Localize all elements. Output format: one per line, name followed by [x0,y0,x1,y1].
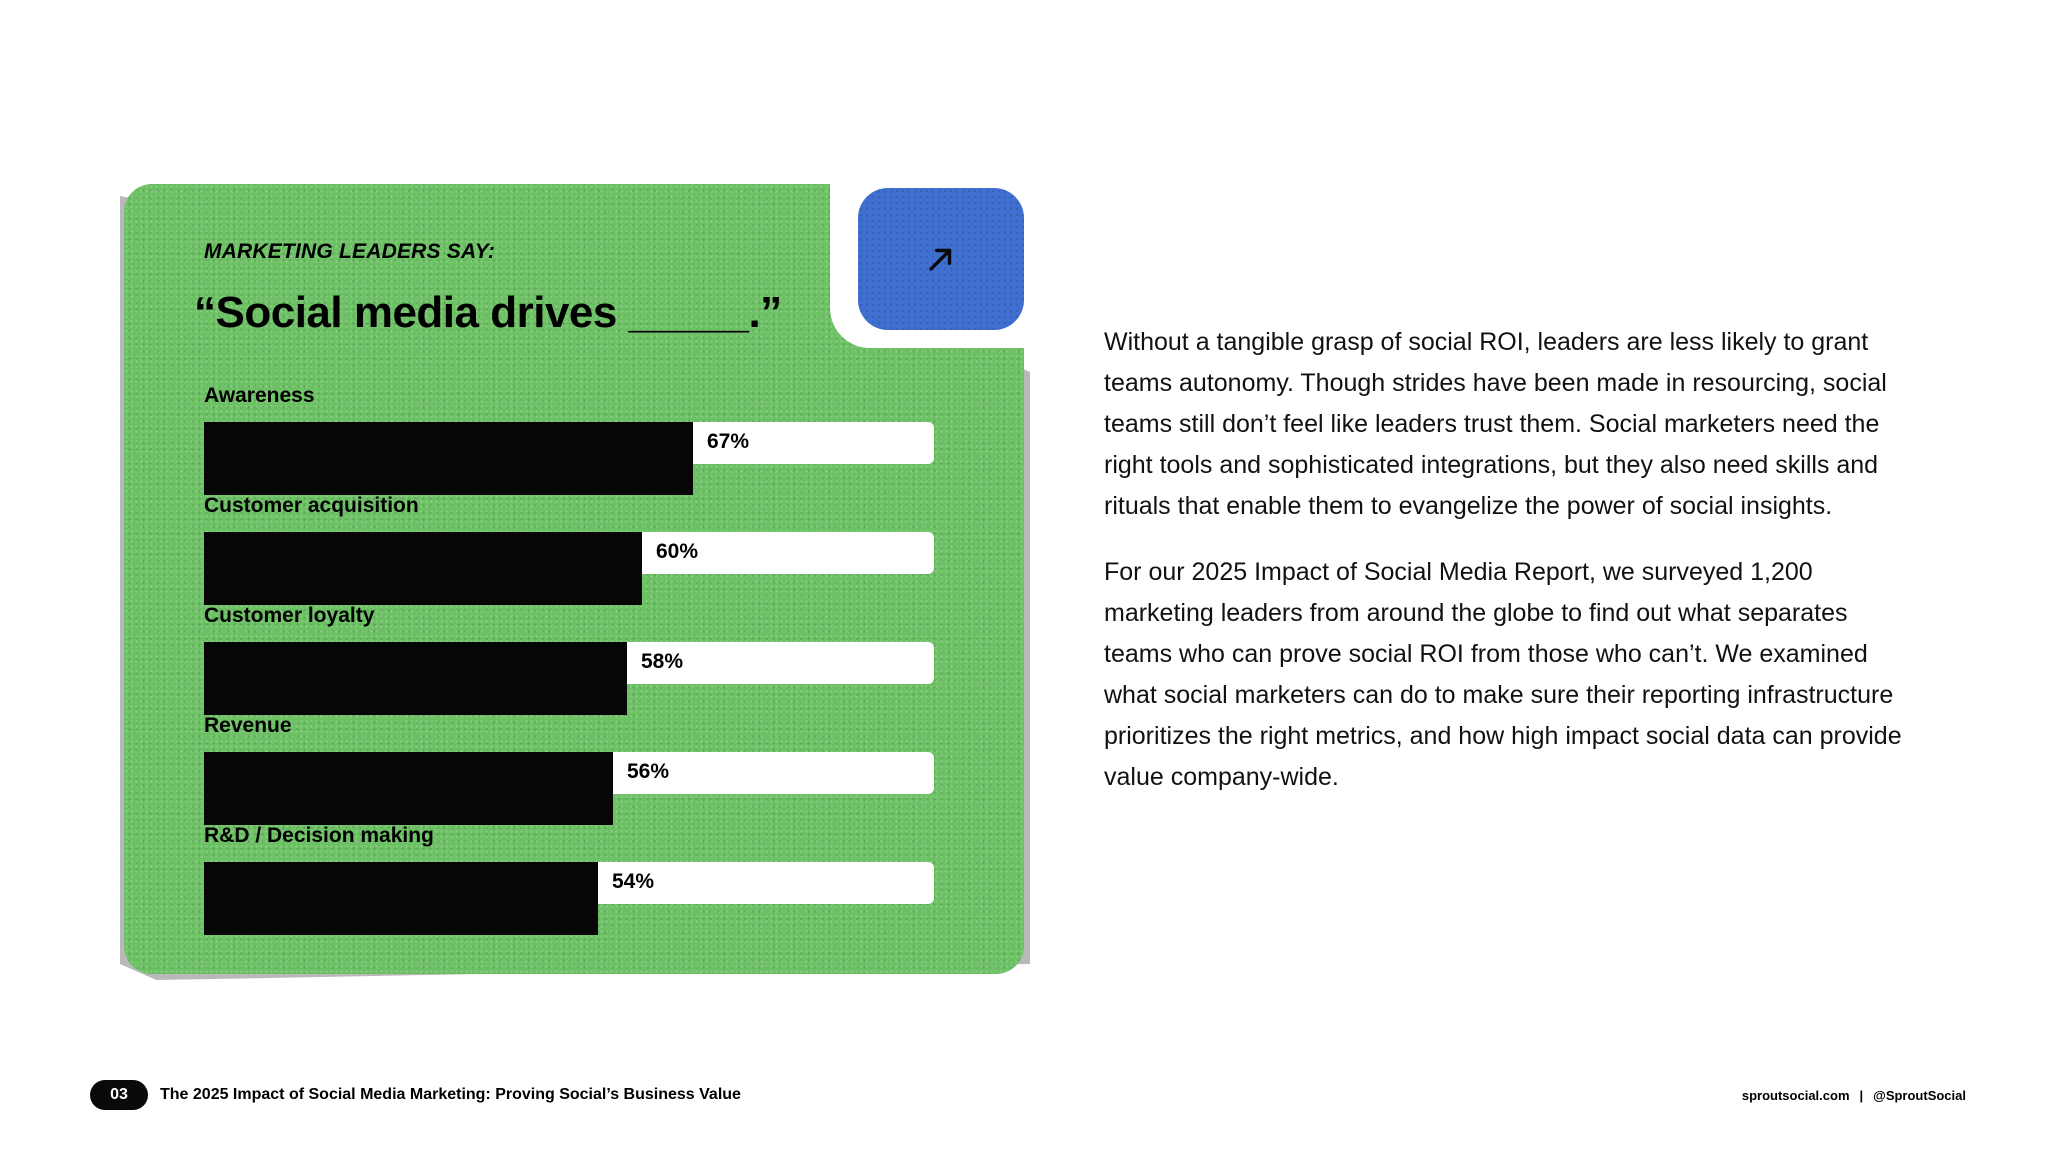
bar-value-label: 67% [707,430,750,453]
bar [204,642,627,715]
page-number-badge: 03 [90,1080,148,1110]
arrow-tile [858,188,1024,330]
bar-category-label: Customer loyalty [204,604,375,627]
bar-value-label: 54% [612,870,655,893]
bar-category-label: R&D / Decision making [204,824,434,847]
bar-row [204,494,934,598]
bar [204,422,693,495]
card-eyebrow: MARKETING LEADERS SAY: [204,240,496,263]
bar [204,862,598,935]
footer-title: The 2025 Impact of Social Media Marketing: Proving Social’s Business Value [160,1086,741,1103]
bar-row [204,824,934,928]
bar-value-label: 56% [627,760,670,783]
bar-row [204,714,934,818]
bar-category-label: Revenue [204,714,292,737]
footer-right [1742,1088,1966,1103]
footer-website: sproutsocial.com [1741,1088,1850,1103]
bar-value-label: 58% [641,650,684,673]
footer-separator: | [1859,1088,1864,1103]
bar-category-label: Awareness [204,384,315,407]
bar-category-label: Customer acquisition [204,494,419,517]
bar [204,532,642,605]
stat-card [120,180,1030,980]
body-paragraph-1: Without a tangible grasp of social ROI, leaders are less likely to grant teams autonomy. Though strides have been made in resourcing, social teams still don’t feel like leaders trust them. Social marketers need the right tools and sophisticated integrations, but they also need skills and rituals that enable them to evangelize the power of social insights. [1104,328,1887,520]
stat-card-panel [124,184,1024,974]
arrow-up-right-icon [924,242,958,276]
bar-row [204,384,934,488]
body-paragraph-2: For our 2025 Impact of Social Media Report, we surveyed 1,200 marketing leaders from around the globe to find out what separates teams who can prove social ROI from those who can’t. We examined what social marketers can do to make sure their reporting infrastructure prioritizes the right metrics, and how high impact social data can provide value company-wide. [1104,558,1902,791]
footer-left [90,1080,741,1110]
bar-value-label: 60% [656,540,699,563]
card-headline: “Social media drives _____.” [194,288,782,337]
body-text [1104,322,1904,823]
footer-handle: @SproutSocial [1873,1088,1966,1103]
bar [204,752,613,825]
bar-row [204,604,934,708]
